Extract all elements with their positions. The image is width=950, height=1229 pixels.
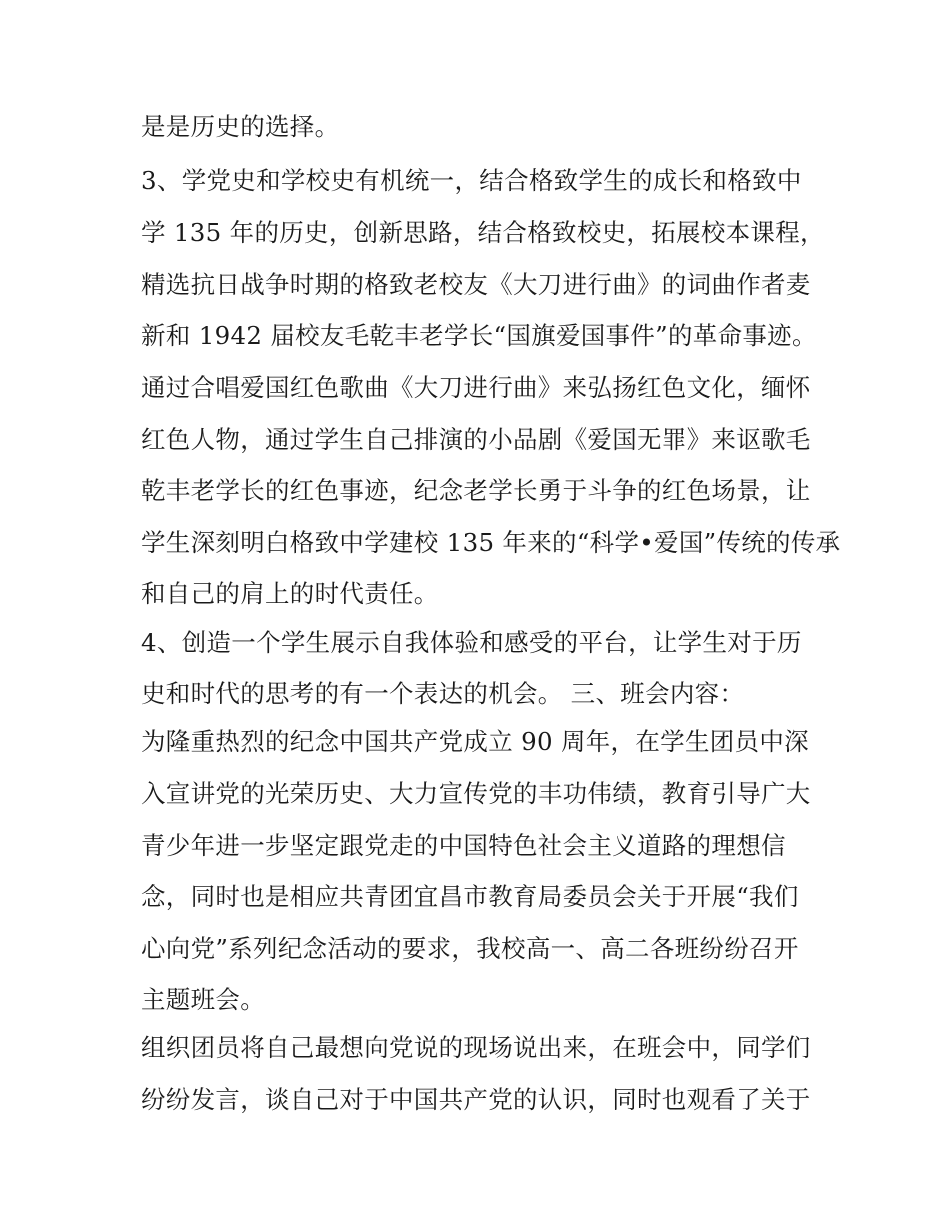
text-line: 史和时代的思考的有一个表达的机会。 三、班会内容： — [141, 679, 745, 708]
text-line: 精选抗日战争时期的格致老校友《大刀进行曲》的词曲作者麦 — [141, 270, 811, 299]
text-line: 4、创造一个学生展示自我体验和感受的平台，让学生对于历 — [141, 628, 802, 657]
text-line: 入宣讲党的光荣历史、大力宣传党的丰功伟绩，教育引导广大 — [141, 779, 811, 808]
text-line: 纷纷发言，谈自己对于中国共产党的认识，同时也观看了关于 — [141, 1085, 811, 1114]
text-line: 念，同时也是相应共青团宜昌市教育局委员会关于开展“我们 — [141, 882, 799, 911]
text-line: 学 135 年的历史，创新思路，结合格致校史，拓展校本课程， — [141, 218, 825, 247]
text-line: 组织团员将自己最想向党说的现场说出来，在班会中，同学们 — [141, 1033, 811, 1062]
text-line: 主题班会。 — [141, 985, 265, 1014]
text-line: 是是历史的选择。 — [141, 112, 340, 141]
text-line: 学生深刻明白格致中学建校 135 年来的“科学•爱国”传统的传承 — [141, 528, 841, 557]
text-line: 新和 1942 届校友毛乾丰老学长“国旗爱国事件”的革命事迹。 — [141, 321, 817, 350]
text-line: 红色人物，通过学生自己排演的小品剧《爱国无罪》来讴歌毛 — [141, 425, 811, 454]
text-line: 和自己的肩上的时代责任。 — [141, 579, 439, 608]
text-line: 为隆重热烈的纪念中国共产党成立 90 周年，在学生团员中深 — [141, 727, 809, 756]
text-line: 通过合唱爱国红色歌曲《大刀进行曲》来弘扬红色文化，缅怀 — [141, 373, 811, 402]
text-line: 乾丰老学长的红色事迹，纪念老学长勇于斗争的红色场景，让 — [141, 476, 811, 505]
text-line: 3、学党史和学校史有机统一，结合格致学生的成长和格致中 — [141, 166, 802, 195]
text-line: 青少年进一步坚定跟党走的中国特色社会主义道路的理想信 — [141, 831, 786, 860]
text-line: 心向党”系列纪念活动的要求，我校高一、高二各班纷纷召开 — [141, 934, 799, 963]
